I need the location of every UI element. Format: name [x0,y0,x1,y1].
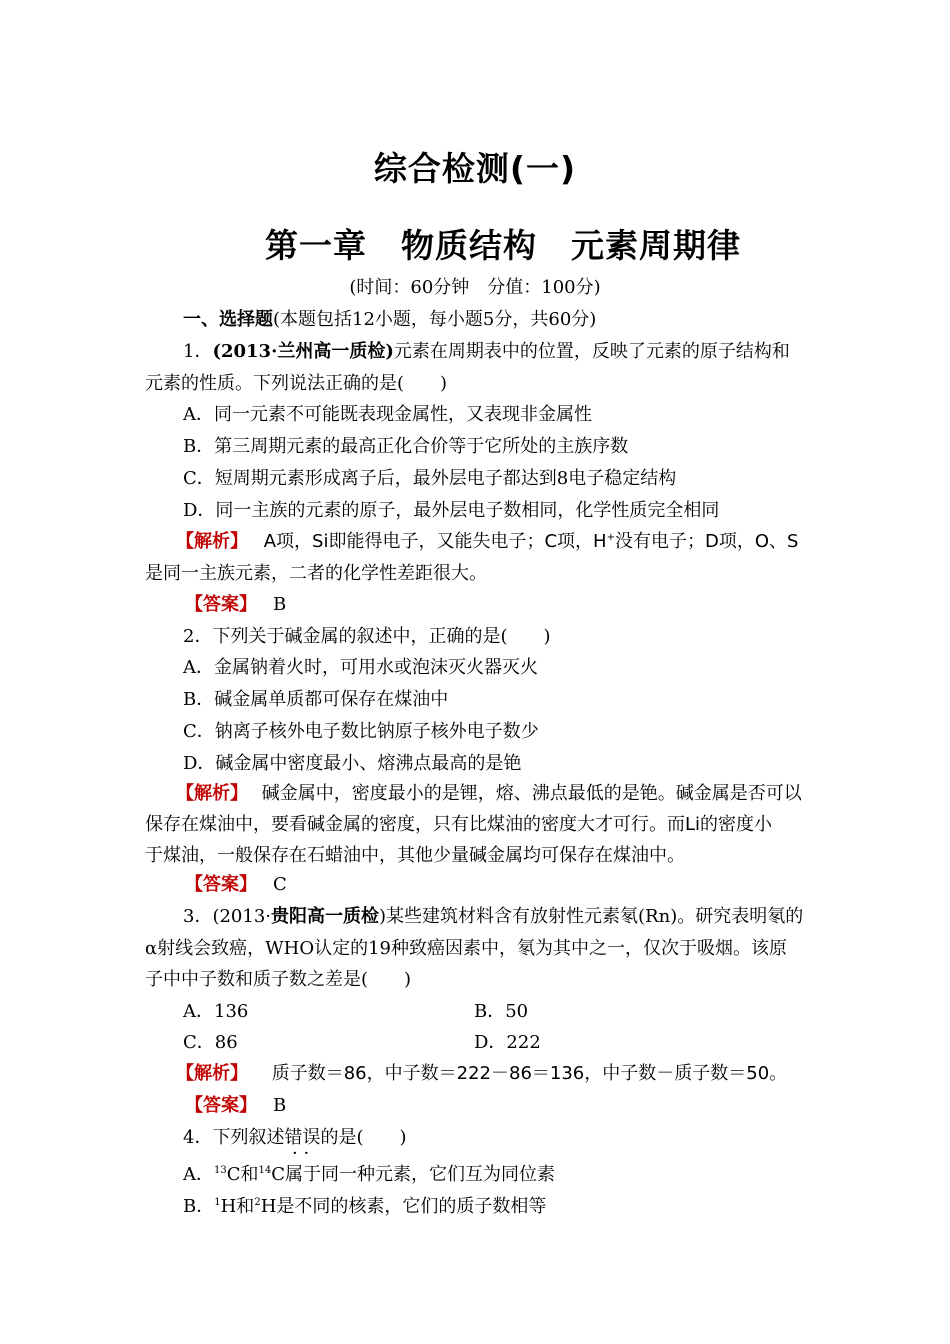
q3-stem-line3: 子中中子数和质子数之差是( ) [145,969,412,990]
q1-stem-line1 [183,340,790,364]
q3-answer-line [185,1094,286,1118]
section-desc: (本题包括12小题，每小题5分，共60分) [273,309,597,330]
q4-b-mid: H和 [220,1196,255,1217]
q2-option-d: D．碱金属中密度最小、熔沸点最高的是铯 [183,753,522,774]
answer-tag: 【答案】 [185,594,257,615]
q4-option-b [183,1195,546,1219]
q3-source: 贵阳高一质检 [271,906,380,927]
q4-stem: 4．下列叙述错误的是( ) [183,1127,407,1148]
q1-stem-line2: 元素的性质。下列说法正确的是( ) [145,373,448,394]
q2-option-a: A．金属钠着火时，可用水或泡沫灭火器灭火 [183,657,538,678]
q1-option-d: D．同一主族的元素的原子，最外层电子数相同，化学性质完全相同 [183,500,720,521]
q3-stem-line1 [183,905,803,929]
section-label: 一、选择题 [183,309,273,330]
q3-stem-text: )某些建筑材料含有放射性元素氡(Rn)。研究表明氡的 [379,906,804,927]
q4-b-text: H是不同的核素，它们的质子数相等 [260,1196,547,1217]
q1-stem-text: 元素在周期表中的位置，反映了元素的原子结构和 [393,341,790,362]
q2-analysis-line1 [176,782,802,806]
q4-emphasis-dots: · · [292,1143,310,1164]
q2-analysis-line3: 于煤油，一般保存在石蜡油中，其他少量碱金属均可保存在煤油中。 [145,845,685,866]
q2-stem: 2．下列关于碱金属的叙述中，正确的是( ) [183,626,551,647]
q1-option-c: C．短周期元素形成离子后，最外层电子都达到8电子稳定结构 [183,468,677,489]
q3-analysis-text: 质子数＝86，中子数＝222－86＝136，中子数－质子数＝50。 [271,1063,788,1084]
q1-analysis-line1 [176,530,798,554]
q4-b-label: B． [183,1196,215,1217]
q4-option-a [183,1163,555,1187]
q2-analysis-line2: 保存在煤油中，要看碱金属的密度，只有比煤油的密度大才可行。而Li的密度小 [145,814,773,835]
q4-a-text: C属于同一种元素，它们互为同位素 [271,1164,556,1185]
q2-answer-line [185,873,287,897]
q1-answer-line [185,593,286,617]
q4-a-mid: C和 [226,1164,259,1185]
q1-analysis-sup: + [606,532,615,543]
q4-a-sup2: 14 [258,1165,272,1176]
page-title: 综合检测(一) [373,149,577,188]
q2-option-b: B．碱金属单质都可保存在煤油中 [183,689,449,710]
q1-option-b: B．第三周期元素的最高正化合价等于它所处的主族序数 [183,436,629,457]
q2-answer: C [273,874,287,895]
q2-analysis-text: 碱金属中，密度最小的是锂，熔、沸点最低的是铯。碱金属是否可以 [261,783,802,804]
analysis-tag: 【解析】 [176,1063,248,1084]
q4-a-sup1: 13 [214,1165,227,1176]
q1-analysis-line2: 是同一主族元素，二者的化学性差距很大。 [145,563,487,584]
chapter-title: 第一章 物质结构 元素周期律 [265,226,741,265]
q3-analysis-line [176,1062,787,1086]
q3-option-a: A．136 [183,1001,249,1022]
q1-option-a: A．同一元素不可能既表现金属性，又表现非金属性 [183,404,592,425]
q3-stem-line2: α射线会致癌，WHO认定的19种致癌因素中，氡为其中之一，仅次于吸烟。该原 [145,938,788,959]
q1-source: (2013·兰州高一质检) [212,341,394,362]
time-info: (时间：60分钟 分值：100分) [349,277,601,298]
answer-tag: 【答案】 [185,1095,257,1116]
analysis-tag: 【解析】 [176,531,248,552]
q4-a-label: A． [183,1164,214,1185]
q1-answer: B [273,594,287,615]
q3-option-b: B．50 [474,1001,529,1022]
q1-analysis-text-a: A项，Si即能得电子，又能失电子；C项，H [263,531,607,552]
q2-option-c: C．钠离子核外电子数比钠原子核外电子数少 [183,721,539,742]
q3-number: 3．(2013· [183,906,272,927]
q4-b-sup2: 2 [254,1197,261,1208]
q1-analysis-text-b: 没有电子；D项，O、S [614,531,799,552]
q3-option-c: C．86 [183,1032,238,1053]
section-heading [183,308,596,332]
q4-b-sup1: 1 [214,1197,221,1208]
q3-option-d: D．222 [474,1032,541,1053]
analysis-tag: 【解析】 [176,783,248,804]
answer-tag: 【答案】 [185,874,257,895]
q1-number: 1． [183,341,213,362]
q3-answer: B [273,1095,287,1116]
